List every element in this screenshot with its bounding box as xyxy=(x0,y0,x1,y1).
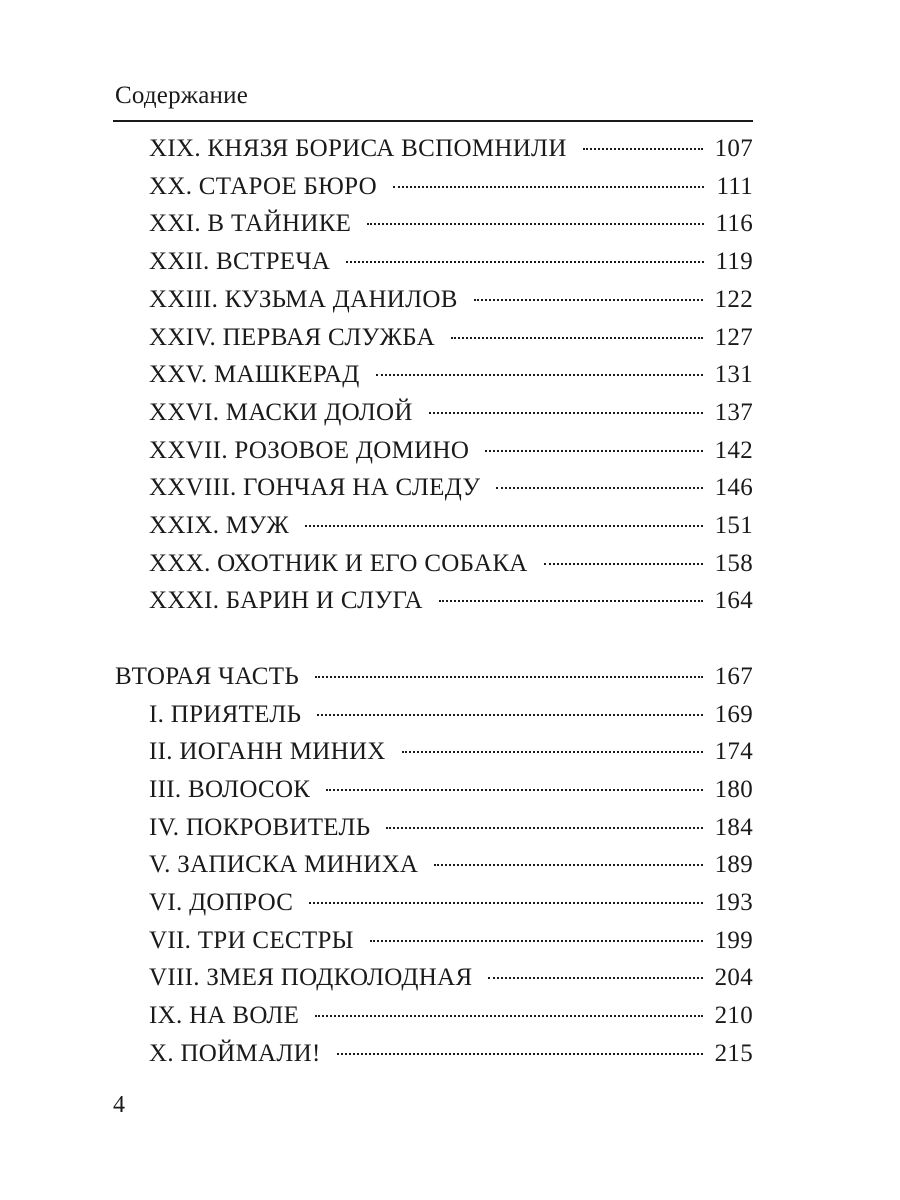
dot-leader xyxy=(317,714,702,716)
toc-entry-page: 169 xyxy=(714,700,753,728)
toc-entry[interactable] xyxy=(149,168,753,205)
dot-leader xyxy=(434,864,702,866)
toc-entry[interactable] xyxy=(149,1035,753,1072)
dot-leader xyxy=(386,827,702,829)
toc-entry-page: 116 xyxy=(715,210,753,238)
toc-entry-page: 210 xyxy=(714,1002,753,1030)
toc-entry[interactable] xyxy=(149,130,753,167)
dot-leader xyxy=(367,223,703,225)
toc-entry-title: XXXI. БАРИН И СЛУГА xyxy=(149,587,423,615)
dot-leader xyxy=(346,261,703,263)
toc-entry-page: 184 xyxy=(714,813,753,841)
dot-leader xyxy=(376,374,703,376)
toc-entry-title: XXIII. КУЗЬМА ДАНИЛОВ xyxy=(149,285,458,313)
toc-entry-title: XIX. КНЯЗЯ БОРИСА ВСПОМНИЛИ xyxy=(149,135,567,162)
toc-entry[interactable] xyxy=(149,545,753,582)
toc-entry-title: VIII. ЗМЕЯ ПОДКОЛОДНАЯ xyxy=(149,964,473,992)
dot-leader xyxy=(315,676,703,678)
toc-entry-page: 199 xyxy=(714,926,753,954)
toc-entry-page: 137 xyxy=(714,398,753,426)
dot-leader xyxy=(309,902,702,904)
toc-entry-page: 193 xyxy=(714,889,753,916)
toc-entry[interactable] xyxy=(149,922,753,959)
toc-entry[interactable] xyxy=(149,432,753,469)
toc-entry-title: XXX. ОХОТНИК И ЕГО СОБАКА xyxy=(149,549,528,577)
toc-entry-title: IV. ПОКРОВИТЕЛЬ xyxy=(149,813,371,841)
dot-leader xyxy=(315,1015,702,1017)
dot-leader xyxy=(496,487,702,489)
dot-leader xyxy=(337,1053,703,1055)
toc-entry[interactable] xyxy=(149,319,753,356)
toc-entry[interactable] xyxy=(149,394,753,431)
toc-entry-title: XXII. ВСТРЕЧА xyxy=(149,248,331,276)
toc-entry-title: IX. НА ВОЛЕ xyxy=(149,1002,300,1030)
toc-entry-page: 164 xyxy=(714,587,753,615)
toc-entry[interactable] xyxy=(149,243,753,280)
toc-entry-title: XXIX. МУЖ xyxy=(149,512,290,539)
toc-entry-title: XXVII. РОЗОВОЕ ДОМИНО xyxy=(149,436,470,464)
toc-entry[interactable] xyxy=(149,846,753,883)
toc-entry-page: 204 xyxy=(714,964,753,992)
toc-entry-page: 180 xyxy=(714,775,753,803)
toc-entry-title: XX. СТАРОЕ БЮРО xyxy=(149,172,377,200)
toc-entry-page: 215 xyxy=(714,1039,753,1067)
toc-entry[interactable] xyxy=(149,959,753,996)
toc-entry-title: XXI. В ТАЙНИКЕ xyxy=(149,210,352,238)
toc-part-heading[interactable] xyxy=(115,658,753,695)
dot-leader xyxy=(326,789,702,791)
toc-entry-title: V. ЗАПИСКА МИНИХА xyxy=(149,851,419,879)
toc-entry-title: VII. ТРИ СЕСТРЫ xyxy=(149,926,354,954)
page-number: 4 xyxy=(113,1092,125,1118)
toc-entry-page: 119 xyxy=(715,248,753,276)
toc-entry[interactable] xyxy=(149,469,753,506)
toc-entry-page: 189 xyxy=(714,851,753,879)
dot-leader xyxy=(474,299,703,301)
toc-entry-page: 127 xyxy=(714,323,753,351)
toc-entry-page: 142 xyxy=(714,436,753,464)
toc-entry-title: XXV. МАШКЕРАД xyxy=(149,361,360,389)
toc-entry-page: 111 xyxy=(716,172,753,200)
dot-leader xyxy=(402,751,703,753)
toc-entry-title: II. ИОГАНН МИНИХ xyxy=(149,738,386,766)
toc-entry-page: 146 xyxy=(714,474,753,502)
toc-entry[interactable] xyxy=(149,507,753,544)
toc-entry-title: XXVIII. ГОНЧАЯ НА СЛЕДУ xyxy=(149,474,481,502)
toc-entry-title: VI. ДОПРОС xyxy=(149,889,294,916)
toc-entry[interactable] xyxy=(149,733,753,770)
toc-entry[interactable] xyxy=(149,205,753,242)
toc-entry[interactable] xyxy=(149,771,753,808)
dot-leader xyxy=(488,977,702,979)
toc-entry-title: XXIV. ПЕРВАЯ СЛУЖБА xyxy=(149,323,435,351)
dot-leader xyxy=(451,337,703,339)
dot-leader xyxy=(485,450,702,452)
toc-entry-title: I. ПРИЯТЕЛЬ xyxy=(149,700,302,728)
toc-entry-title: X. ПОЙМАЛИ! xyxy=(149,1039,321,1067)
toc-entry[interactable] xyxy=(149,809,753,846)
toc-part-title: ВТОРАЯ ЧАСТЬ xyxy=(115,662,299,690)
toc-entry[interactable] xyxy=(149,997,753,1034)
toc-entry[interactable] xyxy=(149,696,753,733)
toc-entry[interactable] xyxy=(149,582,753,619)
toc-entry-page: 158 xyxy=(714,549,753,577)
dot-leader xyxy=(370,940,703,942)
toc-entry[interactable] xyxy=(149,884,753,921)
toc-entry-page: 174 xyxy=(714,738,753,766)
toc-entry-title: XXVI. МАСКИ ДОЛОЙ xyxy=(149,398,413,426)
dot-leader xyxy=(393,186,704,188)
dot-leader xyxy=(429,412,703,414)
toc-entry-page: 107 xyxy=(714,135,753,162)
toc-entry[interactable] xyxy=(149,356,753,393)
dot-leader xyxy=(583,148,703,150)
toc-entry-title: III. ВОЛОСОК xyxy=(149,775,311,803)
dot-leader xyxy=(544,563,703,565)
toc-entry-page: 131 xyxy=(714,361,753,389)
dot-leader xyxy=(305,525,703,527)
toc-entry-page: 122 xyxy=(714,285,753,313)
toc-entry[interactable] xyxy=(149,281,753,318)
dot-leader xyxy=(439,600,703,602)
toc-entry-page: 151 xyxy=(714,512,753,539)
toc-part-page: 167 xyxy=(714,662,753,690)
running-head: Содержание xyxy=(115,82,248,109)
